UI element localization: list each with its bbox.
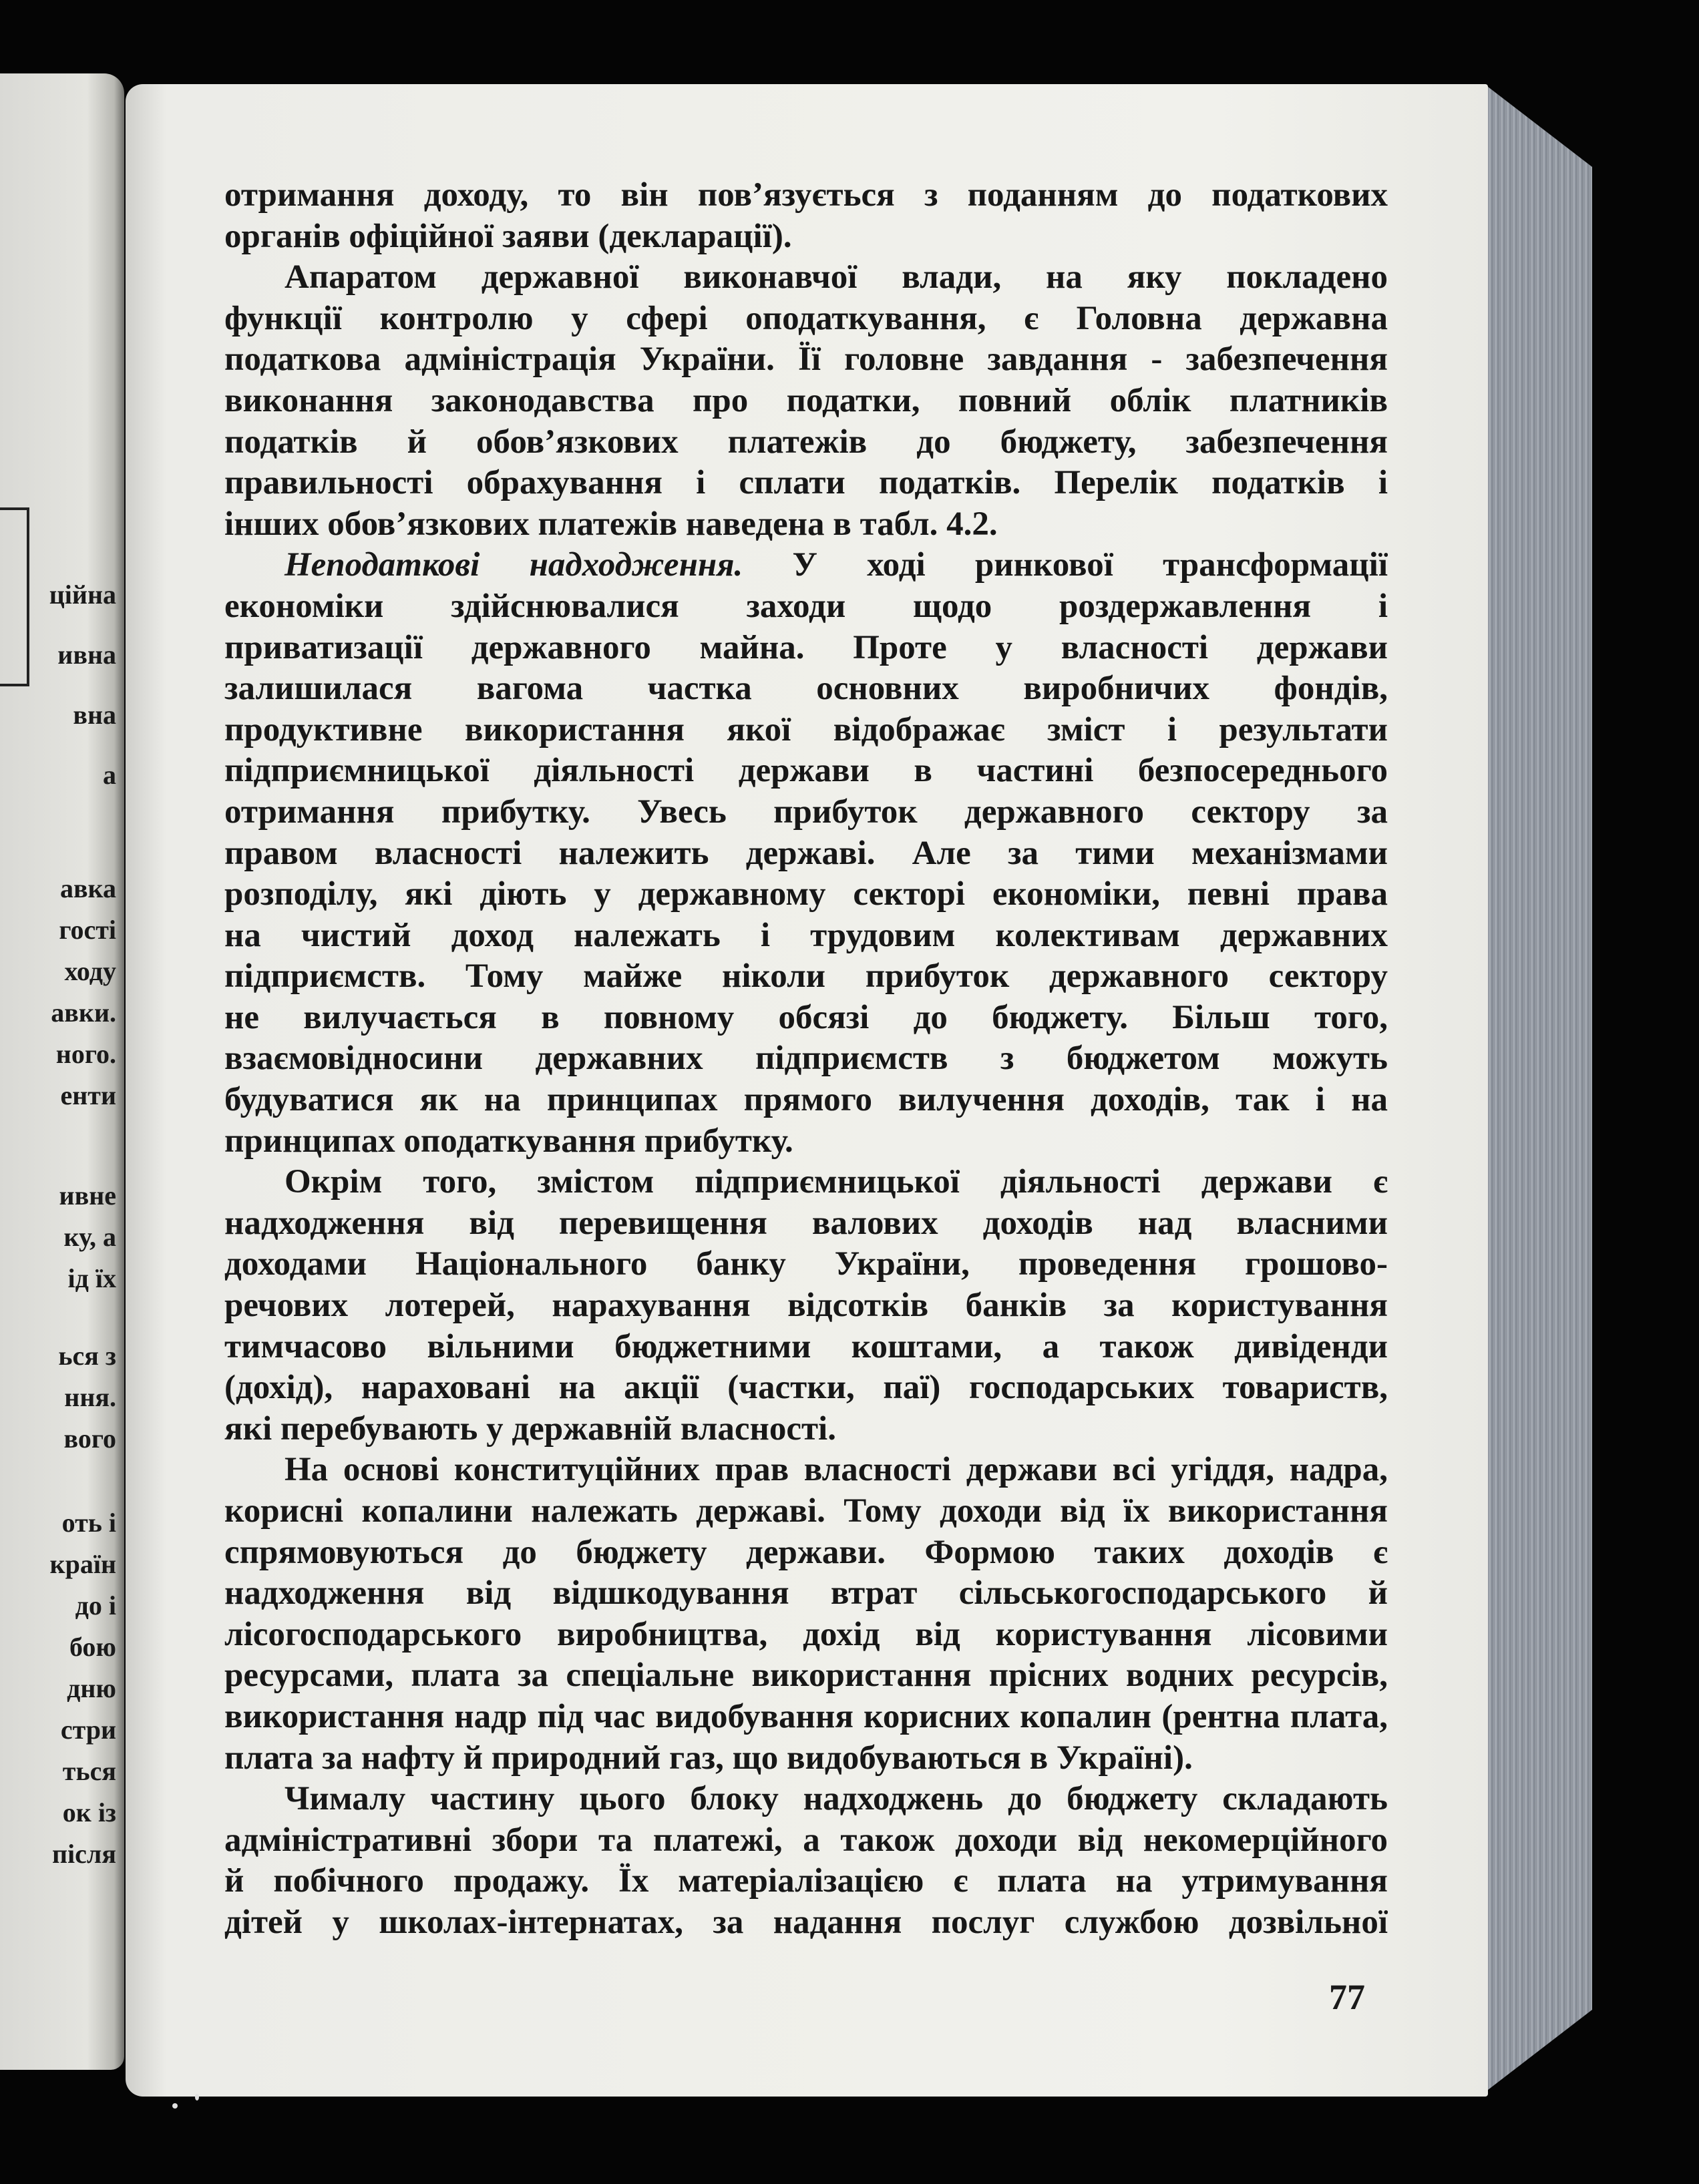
text-line: плата за нафту й природний газ, що видобуваються в Україні). xyxy=(224,1739,1193,1777)
text-line: принципах оподаткування прибутку. xyxy=(224,1122,793,1160)
left-page-fragment: стри xyxy=(60,1715,116,1745)
text-line: адміністративні збори та платежі, а також доходи від некомерційного xyxy=(224,1821,1388,1859)
text-line xyxy=(224,545,1388,586)
left-page-fragment: вна xyxy=(73,700,116,730)
text-line: ресурсами, плата за спеціальне використання прісних водних ресурсів, xyxy=(224,1657,1388,1695)
text-line: розподілу, які діють у державному секторі економіки, певні права xyxy=(224,875,1388,913)
text-line: не вилучається в повному обсязі до бюджету. Більш того, xyxy=(224,998,1388,1036)
left-page-fragment: бою xyxy=(69,1632,116,1662)
paragraph-5 xyxy=(224,1450,1388,1779)
text-line: отримання прибутку. Увесь прибуток державного сектору за xyxy=(224,793,1388,831)
text-line: податкова адміністрація України. Її головне завдання - забезпечення xyxy=(224,341,1388,379)
left-page-fragment: ходу xyxy=(64,956,116,986)
text-line: отримання доходу, то він пов’язується з поданням до податкових xyxy=(224,176,1388,214)
text-line: інших обов’язкових платежів наведена в табл. 4.2. xyxy=(224,505,998,543)
text-line: Апаратом державної виконавчої влади, на яку покладено xyxy=(285,258,1388,296)
left-page-fragment: країн xyxy=(49,1549,116,1579)
dust-speck xyxy=(172,2103,178,2109)
text-line: продуктивне використання якої відображає зміст і результати xyxy=(224,710,1388,748)
text-line: тимчасово вільними бюджетними коштами, а також дивіденди xyxy=(224,1327,1388,1365)
paragraph-6 xyxy=(224,1779,1388,1943)
left-page xyxy=(0,73,124,2070)
text-line: й побічного продажу. Їх матеріалізацією є плата на утримування xyxy=(224,1862,1388,1900)
text-line: органів офіційної заяви (декларації). xyxy=(224,217,792,255)
left-page-fragment: дню xyxy=(67,1673,116,1703)
left-page-fragment: оть і xyxy=(61,1508,116,1538)
page-number: 77 xyxy=(1329,1977,1365,2017)
text-line: дітей у школах-інтернатах, за надання послуг службою дозвільної xyxy=(224,1903,1388,1941)
text-line: спрямовуються до бюджету держави. Формою таких доходів є xyxy=(224,1533,1388,1571)
left-page-fragment: ться xyxy=(62,1756,116,1786)
text-line: використання надр під час видобування корисних копалин (рентна плата, xyxy=(224,1697,1388,1735)
paragraph-4 xyxy=(224,1162,1388,1450)
left-page-fragment: ок із xyxy=(62,1797,116,1827)
paragraph-3 xyxy=(224,545,1388,1162)
page-body-text xyxy=(224,175,1388,1944)
left-page-text-fragments xyxy=(0,73,124,2070)
left-page-fragment: вого xyxy=(63,1424,116,1454)
left-page-fragment: авка xyxy=(59,873,116,903)
text-line: функції контролю у сфері оподаткування, є Головна державна xyxy=(224,299,1388,337)
text-line: На основі конституційних прав власності держави всі угіддя, надра, xyxy=(285,1451,1388,1489)
paragraph-2 xyxy=(224,257,1388,545)
left-page-fragment: ивне xyxy=(59,1180,116,1211)
text-line: економіки здійснювалися заходи щодо роздержавлення і xyxy=(224,587,1388,625)
text-line: податків й обов’язкових платежів до бюджету, забезпечення xyxy=(224,423,1388,461)
text-line: Чималу частину цього блоку надходжень до бюджету складають xyxy=(285,1780,1388,1818)
left-page-fragment: ційна xyxy=(49,580,116,610)
text-line: будуватися як на принципах прямого вилучення доходів, так і на xyxy=(224,1081,1388,1119)
text-line: підприємницької діяльності держави в частині безпосереднього xyxy=(224,752,1388,790)
text-line: виконання законодавства про податки, повний облік платників xyxy=(224,381,1388,419)
left-page-fragment: енти xyxy=(60,1080,116,1110)
text-line: лісогосподарського виробництва, дохід від користування лісовими xyxy=(224,1615,1388,1653)
text-line: доходами Національного банку України, проведення грошово- xyxy=(224,1245,1388,1283)
text-span: У ході ринкової трансформації xyxy=(743,546,1388,584)
text-line: Окрім того, змістом підприємницької діяльності держави є xyxy=(285,1163,1388,1201)
text-line: залишилася вагома частка основних виробничих фондів, xyxy=(224,670,1388,708)
page-stack-edge xyxy=(1488,87,1592,2090)
text-line: підприємств. Тому майже ніколи прибуток державного сектору xyxy=(224,957,1388,996)
section-heading-nontax-revenues: Неподаткові надходження. xyxy=(285,546,743,584)
text-line: правильності обрахування і сплати податків. Перелік податків і xyxy=(224,464,1388,502)
left-page-fragment: ку, а xyxy=(63,1222,116,1252)
left-page-fragment: ивна xyxy=(57,640,116,670)
left-page-fragment: ння. xyxy=(64,1382,116,1412)
text-line: правом власності належить державі. Але за тими механізмами xyxy=(224,834,1388,872)
left-page-fragment: після xyxy=(52,1839,116,1869)
text-line: які перебувають у державній власності. xyxy=(224,1409,836,1448)
left-page-fragment: ного. xyxy=(55,1039,116,1069)
text-line: речових лотерей, нарахування відсотків банків за користування xyxy=(224,1287,1388,1325)
text-line: приватизації державного майна. Проте у власності держави xyxy=(224,628,1388,666)
left-page-fragment: гості xyxy=(59,915,116,945)
text-line: на чистий доход належать і трудовим колективам державних xyxy=(224,916,1388,954)
left-page-fragment: до і xyxy=(75,1590,116,1620)
text-line: надходження від перевищення валових доходів над власними xyxy=(224,1204,1388,1242)
left-page-fragment: ься з xyxy=(58,1341,116,1371)
text-line: корисні копалини належать державі. Тому доходи від їх використання xyxy=(224,1492,1388,1530)
left-page-fragment: ід їх xyxy=(67,1263,116,1293)
left-page-fragment: а xyxy=(103,760,116,790)
left-page-fragment: авки. xyxy=(51,998,116,1028)
text-line: (дохід), нараховані на акції (частки, паї) господарських товариств, xyxy=(224,1369,1388,1407)
text-line: взаємовідносини державних підприємств з бюджетом можуть xyxy=(224,1040,1388,1078)
dust-speck xyxy=(195,2094,199,2101)
text-line: надходження від відшкодування втрат сільськогосподарського й xyxy=(224,1574,1388,1612)
paragraph-1 xyxy=(224,175,1388,257)
